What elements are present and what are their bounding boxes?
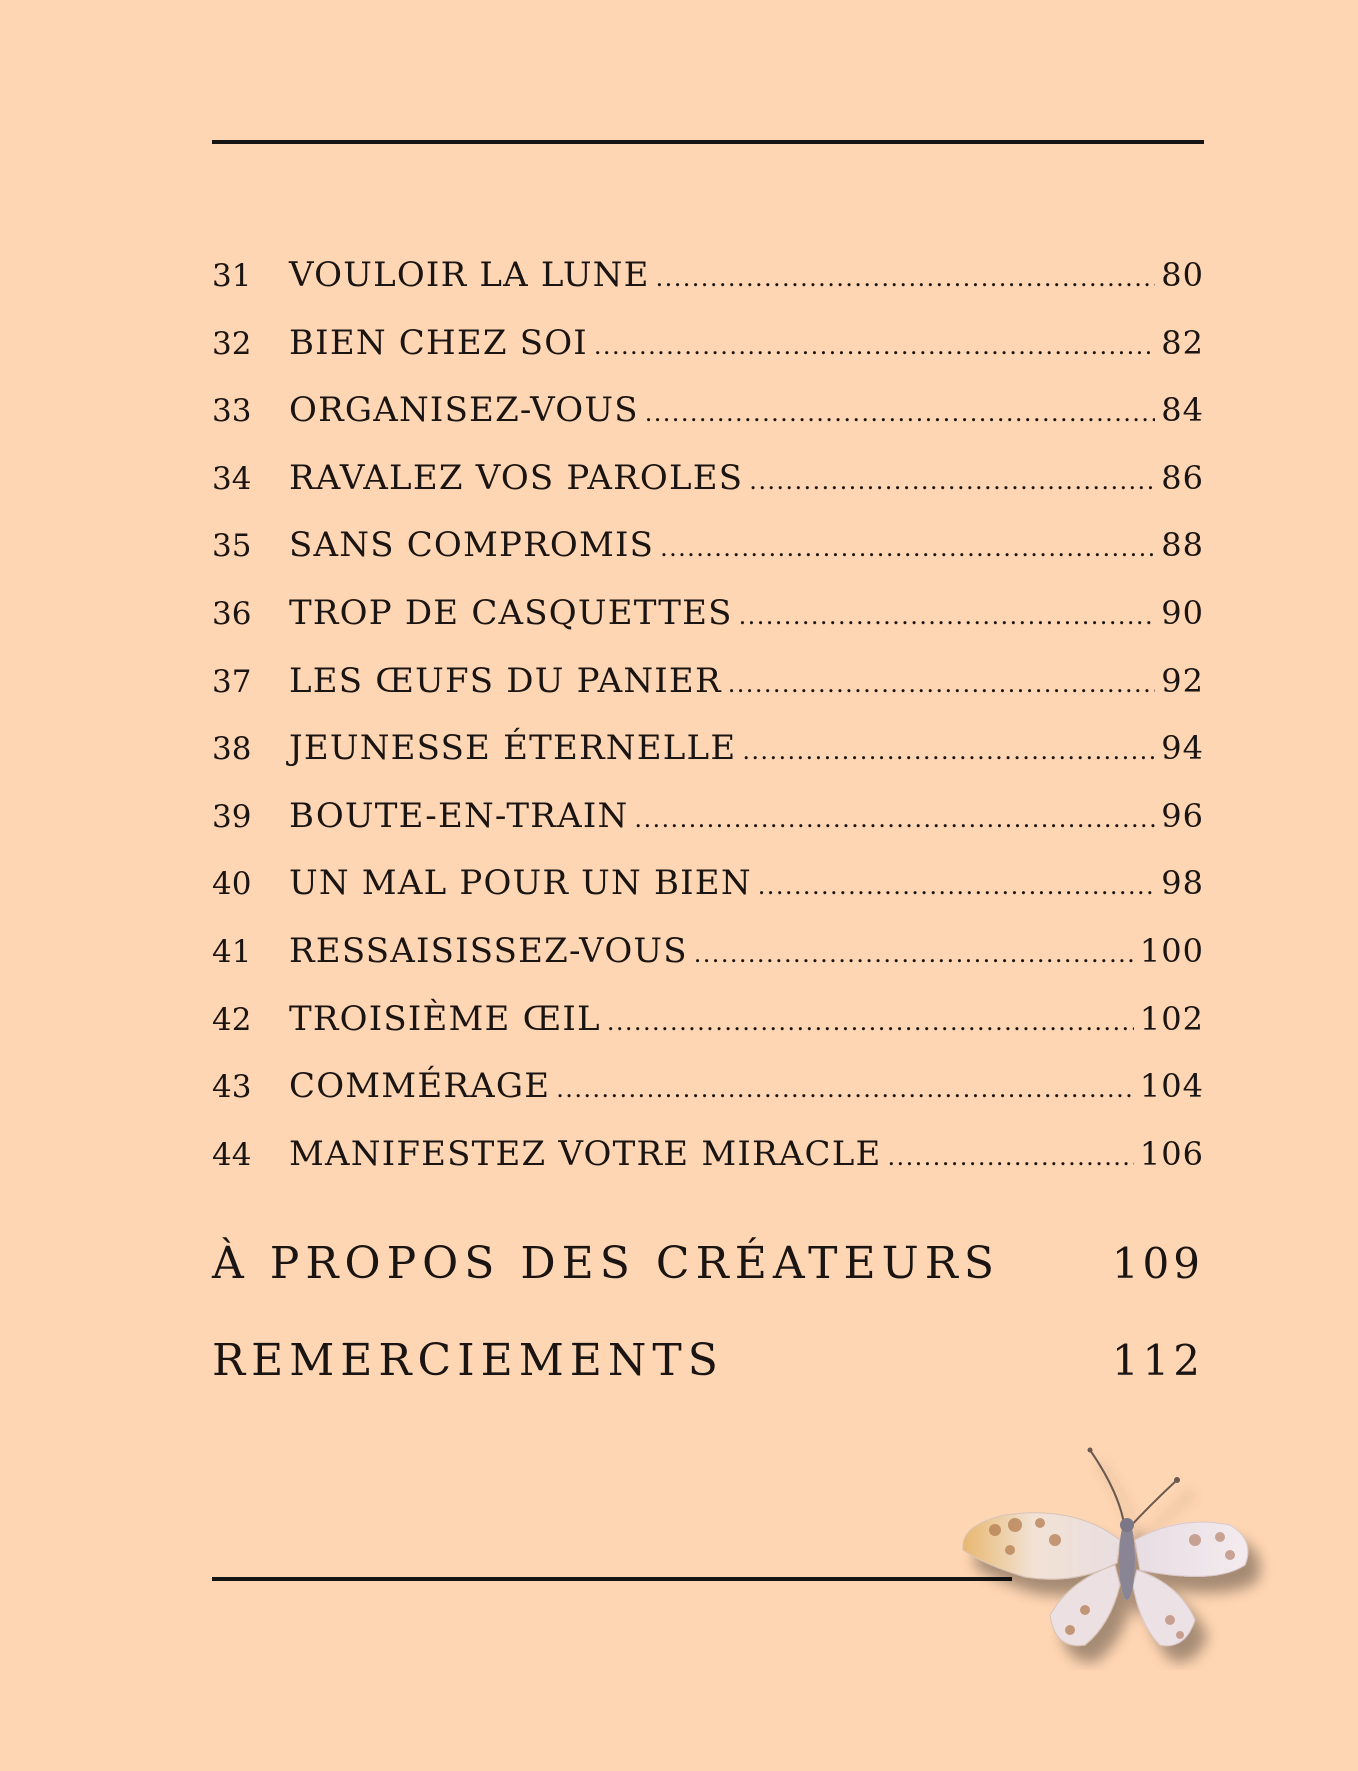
dot-leader [742, 737, 1155, 765]
toc-entry[interactable] [212, 323, 1204, 391]
toc-entry[interactable] [212, 661, 1204, 729]
entry-number: 43 [212, 1069, 252, 1106]
dot-leader [758, 872, 1156, 900]
entry-title: MANIFESTEZ VOTRE MIRACLE [289, 1133, 882, 1174]
entry-number: 38 [212, 731, 252, 768]
dot-leader [594, 332, 1155, 360]
dot-leader [607, 1008, 1134, 1036]
section-page: 109 [1111, 1239, 1204, 1288]
entry-number: 37 [212, 663, 252, 700]
entry-number: 35 [212, 528, 252, 565]
top-rule [212, 140, 1204, 144]
toc-entry[interactable] [212, 390, 1204, 458]
section-page: 112 [1111, 1336, 1204, 1385]
toc-entry[interactable] [212, 255, 1204, 323]
entry-number: 32 [212, 325, 252, 362]
dot-leader [660, 534, 1155, 562]
entry-page: 84 [1161, 391, 1204, 430]
toc-entry[interactable] [212, 999, 1204, 1067]
entry-number: 36 [212, 595, 252, 632]
entry-title: COMMÉRAGE [289, 1066, 551, 1107]
entry-title: SANS COMPROMIS [289, 525, 655, 566]
dot-leader [694, 940, 1134, 968]
entry-title: VOULOIR LA LUNE [289, 255, 650, 295]
entry-page: 80 [1161, 256, 1204, 294]
entry-page: 88 [1161, 526, 1204, 565]
section-acknowledgements[interactable] [212, 1335, 1204, 1386]
entry-number: 34 [212, 460, 252, 497]
bottom-rule [212, 1577, 1012, 1581]
section-about-creators[interactable] [212, 1238, 1204, 1289]
toc-entry[interactable] [212, 593, 1204, 661]
entry-page: 82 [1161, 323, 1204, 362]
entry-title: TROP DE CASQUETTES [289, 592, 733, 633]
entry-title: BOUTE-EN-TRAIN [289, 795, 629, 836]
toc-entry[interactable] [212, 458, 1204, 526]
entry-title: RESSAISISSEZ-VOUS [289, 930, 688, 971]
entry-page: 92 [1161, 661, 1204, 700]
entry-page: 106 [1139, 1134, 1204, 1173]
dot-leader [556, 1075, 1134, 1103]
entry-number: 42 [212, 1001, 252, 1038]
entry-page: 102 [1139, 999, 1204, 1038]
section-title: REMERCIEMENTS [212, 1335, 724, 1386]
entry-title: LES ŒUFS DU PANIER [289, 660, 722, 701]
entry-title: JEUNESSE ÉTERNELLE [289, 728, 737, 769]
toc-entry[interactable] [212, 931, 1204, 999]
table-of-contents [212, 255, 1204, 1201]
toc-entry[interactable] [212, 1066, 1204, 1134]
dot-leader [634, 805, 1155, 833]
entry-page: 104 [1139, 1067, 1204, 1106]
toc-entry[interactable] [212, 525, 1204, 593]
dot-leader [656, 264, 1156, 292]
entry-number: 44 [212, 1136, 252, 1173]
entry-title: UN MAL POUR UN BIEN [289, 863, 752, 904]
entry-page: 98 [1161, 864, 1204, 903]
entry-number: 41 [212, 933, 252, 970]
toc-entry[interactable] [212, 728, 1204, 796]
toc-entry[interactable] [212, 796, 1204, 864]
butterfly-icon [955, 1445, 1285, 1670]
entry-page: 100 [1139, 931, 1204, 970]
section-title: À PROPOS DES CRÉATEURS [212, 1238, 1001, 1289]
dot-leader [739, 602, 1156, 630]
entry-title: TROISIÈME ŒIL [289, 998, 601, 1039]
entry-number: 40 [212, 866, 252, 903]
dot-leader [749, 467, 1155, 495]
dot-leader [645, 399, 1156, 427]
entry-title: ORGANISEZ-VOUS [289, 390, 639, 431]
dot-leader [888, 1143, 1134, 1171]
entry-number: 33 [212, 393, 252, 430]
entry-title: RAVALEZ VOS PAROLES [289, 457, 744, 498]
entry-page: 86 [1161, 458, 1204, 497]
entry-title: BIEN CHEZ SOI [289, 322, 588, 363]
dot-leader [728, 670, 1156, 698]
entry-number: 39 [212, 798, 252, 835]
entry-page: 96 [1161, 796, 1204, 835]
entry-page: 94 [1161, 729, 1204, 768]
entry-page: 90 [1161, 593, 1204, 632]
toc-entry[interactable] [212, 863, 1204, 931]
entry-number: 31 [212, 258, 252, 294]
toc-entry[interactable] [212, 1134, 1204, 1202]
